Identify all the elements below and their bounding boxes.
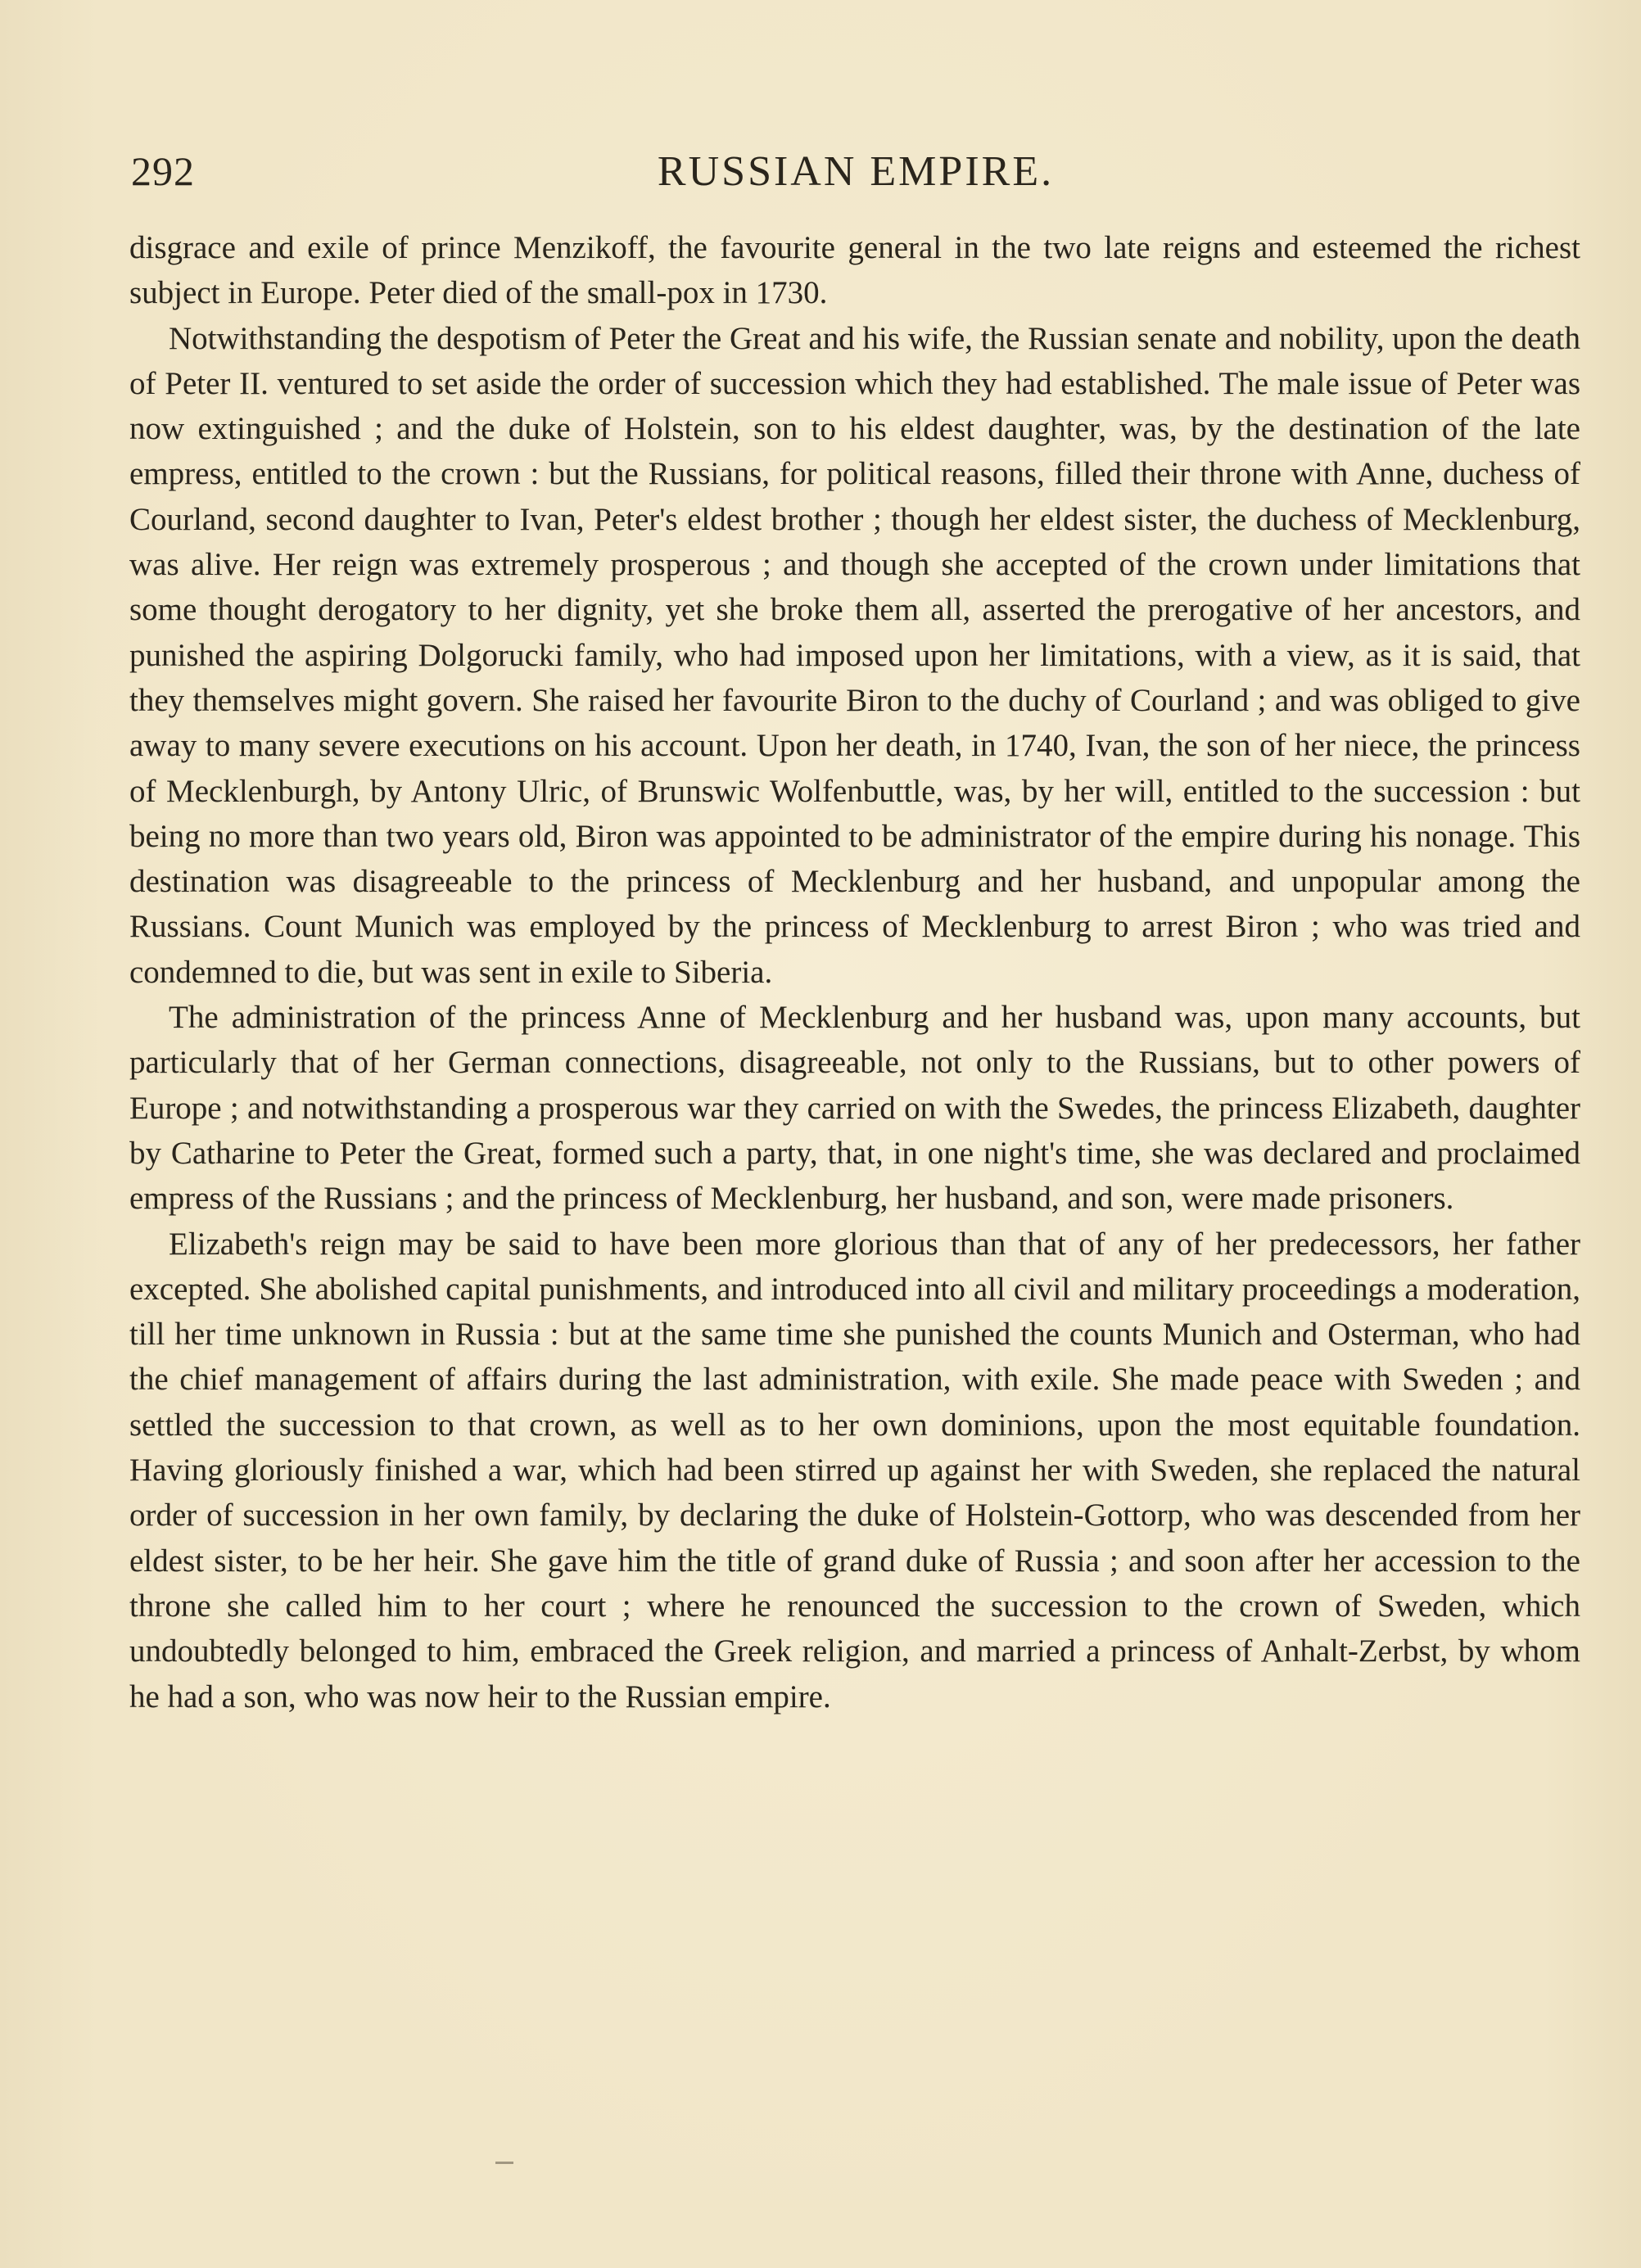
body-text: [129, 225, 1580, 1719]
paragraph: The administration of the princess Anne of Mecklenburg and her husband was, upon many accounts, but particularly that of her German connections, disagreeable, not only to the Russians, but to other powers of Europe ; and notwithstanding a prosperous war they carried on with the Swedes, the princess Elizabeth, daughter by Catharine to Peter the Great, formed such a party, that, in one night's time, she was declared and proclaimed empress of the Russians ; and the princess of Mecklenburg, her husband, and son, were made prisoners.: [129, 1000, 1580, 1217]
paragraph: Elizabeth's reign may be said to have been more glorious than that of any of her predecessors, her father excepted. She abolished capital punishments, and introduced into all civil and military proceedings a moderation, till her time unknown in Russia : but at the same time she punished the counts Munich and Osterman, who had the chief management of affairs during the last administration, with exile. She made peace with Sweden ; and settled the succession to that crown, as well as to her own dominions, upon the most equitable foundation. Having gloriously finished a war, which had been stirred up against her with Sweden, she replaced the natural order of succession in her own family, by declaring the duke of Holstein-Gottorp, who was descended from her eldest sister, to be her heir. She gave him the title of grand duke of Russia ; and soon after her accession to the throne she called him to her court ; where he renounced the succession to the crown of Sweden, which undoubtedly belonged to him, embraced the Greek religion, and married a princess of Anhalt-Zerbst, by whom he had a son, who was now heir to the Russian empire.: [129, 1226, 1580, 1715]
paragraph: Notwithstanding the despotism of Peter the Great and his wife, the Russian senate and nobility, upon the death of Peter II. ventured to set aside the order of succession which they had established. The male issue of Peter was now extinguished ; and the duke of Holstein, son to his eldest daughter, was, by the destination of the late empress, entitled to the crown : but the Russians, for political reasons, filled their throne with Anne, duchess of Courland, second daughter to Ivan, Peter's eldest brother ; though her eldest sister, the duchess of Mecklenburg, was alive. Her reign was extremely prosperous ; and though she accepted of the crown under limitations that some thought derogatory to her dignity, yet she broke them all, asserted the prerogative of her ancestors, and punished the aspiring Dolgorucki family, who had imposed upon her limitations, with a view, as it is said, that they themselves might govern. She raised her favourite Biron to the duchy of Courland ; and was obliged to give away to many severe executions on his account. Upon her death, in 1740, Ivan, the son of her niece, the princess of Mecklenburgh, by Antony Ulric, of Brunswic Wolfenbuttle, was, by her will, entitled to the succession : but being no more than two years old, Biron was appointed to be administrator of the empire during his nonage. This destination was disagreeable to the princess of Mecklenburg and her husband, and unpopular among the Russians. Count Munich was employed by the princess of Mecklenburg to arrest Biron ; who was tried and condemned to die, but was sent in exile to Siberia.: [129, 320, 1580, 990]
page-mark: [495, 2162, 513, 2164]
running-title: RUSSIAN EMPIRE.: [657, 148, 1055, 195]
running-head: [131, 147, 1580, 205]
page-number: 292: [131, 148, 195, 194]
paragraph-continuation: disgrace and exile of prince Menzikoff, the favourite general in the two late reigns and esteemed the richest subject in Europe. Peter died of the small-pox in 1730.: [129, 230, 1580, 311]
